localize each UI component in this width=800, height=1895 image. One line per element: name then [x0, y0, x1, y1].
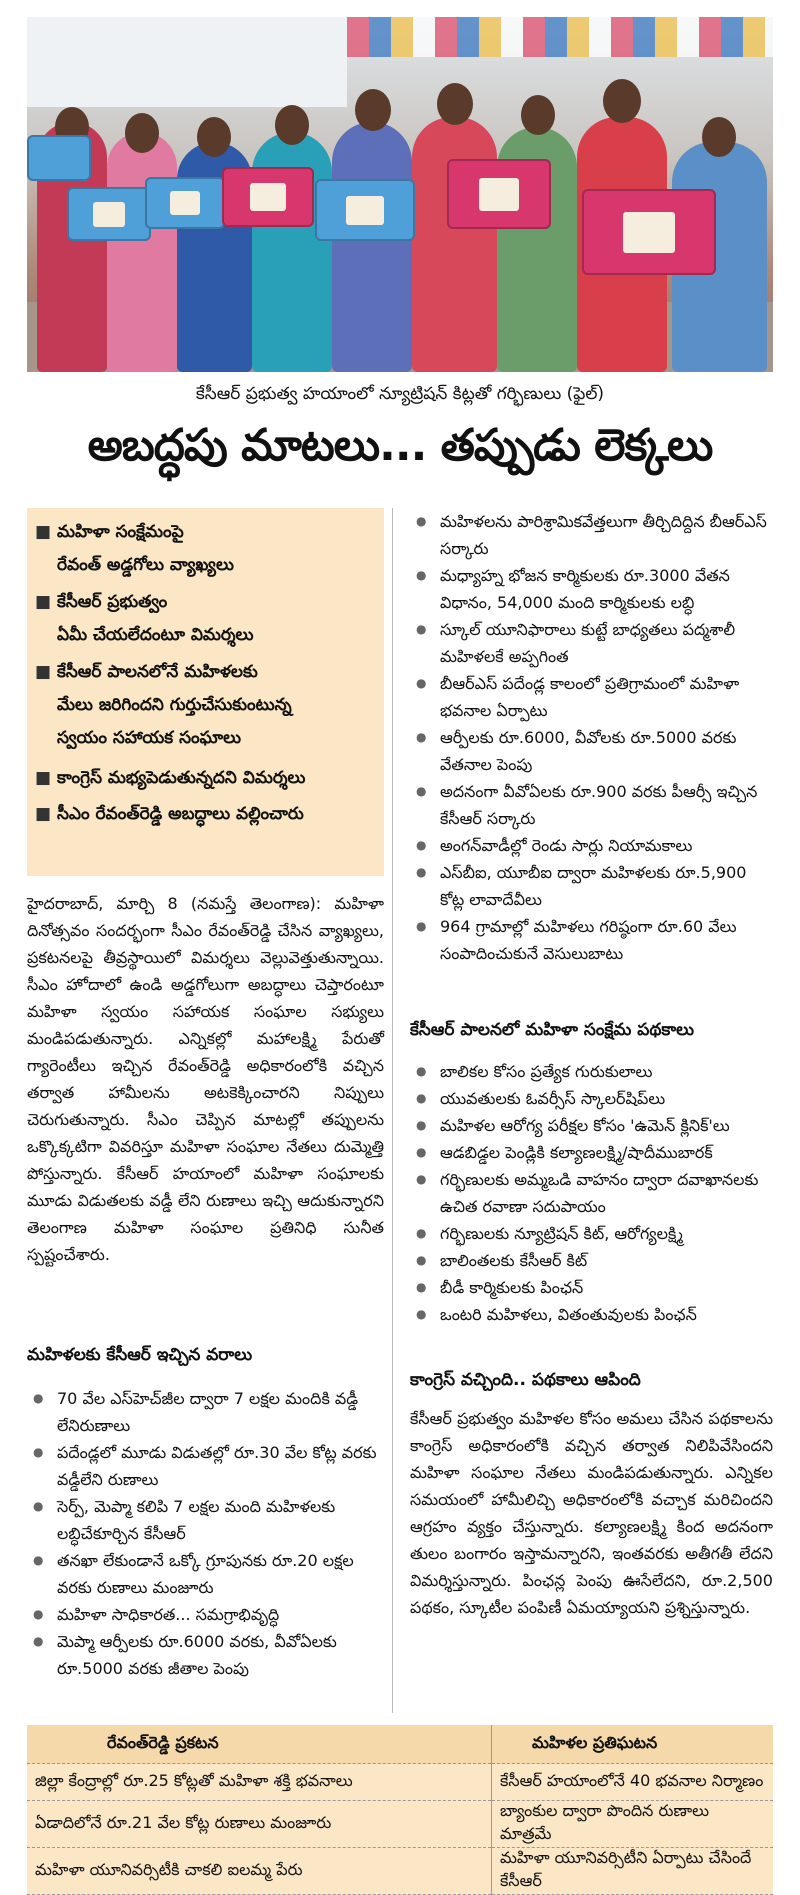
- schemes-list: [410, 1058, 773, 1328]
- varalu-heading: మహిళలకు కేసీఆర్ ఇచ్చిన వరాలు: [27, 1345, 253, 1365]
- table-header-left: రేవంత్‌రెడ్డి ప్రకటన: [27, 1725, 492, 1764]
- list-item: ● ఎస్‌బీఐ, యూబీఐ ద్వారా మహిళలకు రూ.5,900 కోట్ల లావాదేవీలు: [410, 859, 773, 913]
- table-cell: ఏడాదిలోనే రూ.21 వేల కోట్ల రుణాలు మంజూరు: [27, 1801, 492, 1848]
- intro-paragraph: హైదరాబాద్, మార్చి 8 (నమస్తే తెలంగాణ): మహిళా దినోత్సవం సందర్భంగా సీఎం రేవంత్‌రెడ్డి చేసిన వ్యాఖ్యలు, ప్రకటనలపై తీవ్రస్థాయిలో విమర్శలు వెల్లువెత్తుతున్నాయి. సీఎం హోదాలో ఉండి అడ్డగోలుగా అబద్ధాలు చెప్తారంటూ మహిళా స్వయం సహాయక సంఘాల సభ్యులు మండిపడుతున్నారు. ఎన్నికల్లో మహాలక్ష్మి పేరుతో గ్యారెంటీలు ఇచ్చిన రేవంత్‌రెడ్డి అధికారంలోకి వచ్చిన తర్వాత హామీలను అటకెక్కించారని నిప్పులు చెరుగుతున్నారు. సీఎం చెప్పిన మాటల్లో తప్పులను ఒక్కొక్కటిగా వివరిస్తూ మహిళా సంఘాల నేతలు దుమ్మెత్తి పోస్తున్నారు. కేసీఆర్ హయాంలో మహిళా సంఘాలకు మూడు విడుతలకు వడ్డీ లేని రుణాలు ఇచ్చి ఆదుకున్నారని తెలంగాణ మహిళా సంఘాల ప్రతినిధి సునీత స్పష్టంచేశారు.: [27, 894, 384, 1264]
- list-item: ● స్కూల్ యూనిఫారాలు కుట్టే బాధ్యతలు పద్మశాలీ మహిళలకే అప్పగింత: [410, 616, 773, 670]
- highlight-item: ■ కేసీఆర్ ప్రభుత్వం ఏమీ చేయలేదంటూ విమర్శలు: [35, 592, 254, 645]
- table-row: [27, 1801, 773, 1848]
- congress-heading: కాంగ్రెస్ వచ్చింది.. పథకాలు ఆపింది: [410, 1370, 641, 1390]
- list-item: ● బాలికల కోసం ప్రత్యేక గురుకులాలు: [410, 1058, 773, 1085]
- table-cell: బ్యాంకుల ద్వారా పొందిన రుణాలు మాత్రమే: [492, 1801, 774, 1848]
- list-item: ● సెర్ప్, మెప్మా కలిపి 7 లక్షల మంది మహిళలకు లబ్ధిచేకూర్చిన కేసీఆర్: [27, 1493, 384, 1547]
- news-photo: [27, 17, 773, 372]
- table-row: [27, 1764, 773, 1801]
- table-cell: జిల్లా కేంద్రాల్లో రూ.25 కోట్లతో మహిళా శక్తి భవనాలు: [27, 1764, 492, 1801]
- list-item: ● అదనంగా వీవోఏలకు రూ.900 వరకు పీఆర్సీ ఇచ్చిన కేసీఆర్ సర్కారు: [410, 778, 773, 832]
- table-cell: మహిళా యూనివర్సిటీకి చాకలి ఐలమ్మ పేరు: [27, 1848, 492, 1895]
- list-item: ● గర్భిణులకు న్యూట్రిషన్ కిట్, ఆరోగ్యలక్ష్మి: [410, 1220, 773, 1247]
- list-item: ● బీఆర్ఎస్ పదేండ్ల కాలంలో ప్రతిగ్రామంలో మహిళా భవనాల ఏర్పాటు: [410, 670, 773, 724]
- list-item: ● యువతులకు ఓవర్సీస్ స్కాలర్‌షిప్‌లు: [410, 1085, 773, 1112]
- table-header-right: మహిళల ప్రతిఘటన: [492, 1725, 774, 1764]
- list-item: ● పదేండ్లలో మూడు విడుతల్లో రూ.30 వేల కోట్ల వరకు వడ్డీలేని రుణాలు: [27, 1439, 384, 1493]
- list-item: ● మెప్మా ఆర్పీలకు రూ.6000 వరకు, వీవోఏలకు రూ.5000 వరకు జీతాల పెంపు: [27, 1628, 384, 1682]
- headline: అబద్ధపు మాటలు... తప్పుడు లెక్కలు: [87, 420, 713, 471]
- list-item: ● ఆర్పీలకు రూ.6000, వీవోలకు రూ.5000 వరకు వేతనాల పెంపు: [410, 724, 773, 778]
- congress-paragraph: కేసీఆర్ ప్రభుత్వం మహిళల కోసం అమలు చేసిన పథకాలను కాంగ్రెస్ అధికారంలోకి వచ్చిన తర్వాత నిలిపివేసిందని మహిళా సంఘాల నేతలు మండిపడుతున్నారు. ఎన్నికల సమయంలో హామీలిచ్చి అధికారంలోకి వచ్చాక మరిచిందని ఆగ్రహం వ్యక్తం చేస్తున్నారు. కల్యాణలక్ష్మి కింద అదనంగా తులం బంగారం ఇస్తామన్నారని, ఇంతవరకు అతీగతీ లేదని విమర్శిస్తున్నారు. పింఛన్ల పెంపు ఊసేలేదని, రూ.2,500 పథకం, స్కూటీల పంపిణీ ఏమయ్యాయని ప్రశ్నిస్తున్నారు.: [410, 1409, 773, 1617]
- photo-caption: కేసీఆర్ ప్రభుత్వ హయాంలో న్యూట్రిషన్ కిట్లతో గర్భిణులు (ఫైల్): [195, 384, 605, 404]
- list-item: ● తనఖా లేకుండానే ఒక్కో గ్రూపునకు రూ.20 లక్షల వరకు రుణాలు మంజూరు: [27, 1547, 384, 1601]
- list-item: ● మహిళా సాధికారత... సమగ్రాభివృద్ధి: [27, 1601, 384, 1628]
- highlight-item: ■ కేసీఆర్ పాలనలోనే మహిళలకు మేలు జరిగిందని గుర్తుచేసుకుంటున్న స్వయం సహాయక సంఘాలు: [35, 662, 292, 748]
- list-item: ● మహిళల ఆరోగ్య పరీక్షల కోసం 'ఉమెన్ క్లినిక్'లు: [410, 1112, 773, 1139]
- list-item: ● 70 వేల ఎస్‌హెచ్‌జీల ద్వారా 7 లక్షల మందికి వడ్డీ లేనిరుణాలు: [27, 1385, 384, 1439]
- list-item: ● ఒంటరి మహిళలు, వితంతువులకు పింఛన్: [410, 1301, 773, 1328]
- highlights-box: [27, 508, 384, 876]
- table-header-row: [27, 1725, 773, 1764]
- list-item: ● బాలింతలకు కేసీఆర్ కిట్: [410, 1247, 773, 1274]
- list-item: ● అంగన్‌వాడీల్లో రెండు సార్లు నియామకాలు: [410, 832, 773, 859]
- table-cell: మహిళా యూనివర్సిటీని ఏర్పాటు చేసిందే కేసీఆర్: [492, 1848, 774, 1895]
- list-item: ● మధ్యాహ్న భోజన కార్మికులకు రూ.3000 వేతన విధానం, 54,000 మంది కార్మికులకు లబ్ధి: [410, 562, 773, 616]
- varalu-list: [27, 1385, 384, 1682]
- highlight-item: ■ మహిళా సంక్షేమంపై రేవంత్ అడ్డగోలు వ్యాఖ్యలు: [35, 522, 234, 575]
- table-cell: కేసీఆర్ హయాంలోనే 40 భవనాల నిర్మాణం: [492, 1764, 774, 1801]
- column-divider: [392, 508, 393, 1713]
- list-item: ● బీడీ కార్మికులకు పింఛన్: [410, 1274, 773, 1301]
- list-item: ● ఆడబిడ్డల పెండ్లికి కల్యాణలక్ష్మి/షాదీముబారక్: [410, 1139, 773, 1166]
- highlight-item: ■ సీఎం రేవంత్‌రెడ్డి అబద్ధాలు వల్లించారు: [35, 804, 304, 824]
- list-item: ● గర్భిణులకు అమ్మఒడి వాహనం ద్వారా దవాఖానలకు ఉచిత రవాణా సదుపాయం: [410, 1166, 773, 1220]
- schemes-heading: కేసీఆర్ పాలనలో మహిళా సంక్షేమ పథకాలు: [410, 1020, 695, 1040]
- list-item: ● మహిళలను పారిశ్రామికవేత్తలుగా తీర్చిదిద్దిన బీఆర్ఎస్ సర్కారు: [410, 508, 773, 562]
- list-item: ● 964 గ్రామాల్లో మహిళలు గరిష్ఠంగా రూ.60 వేలు సంపాదించుకునే వెసులుబాటు: [410, 913, 773, 967]
- comparison-table: [27, 1725, 773, 1895]
- highlight-item: ■ కాంగ్రెస్ మభ్యపెడుతున్నదని విమర్శలు: [35, 768, 306, 788]
- achievements-list: [410, 508, 773, 967]
- table-row: [27, 1848, 773, 1895]
